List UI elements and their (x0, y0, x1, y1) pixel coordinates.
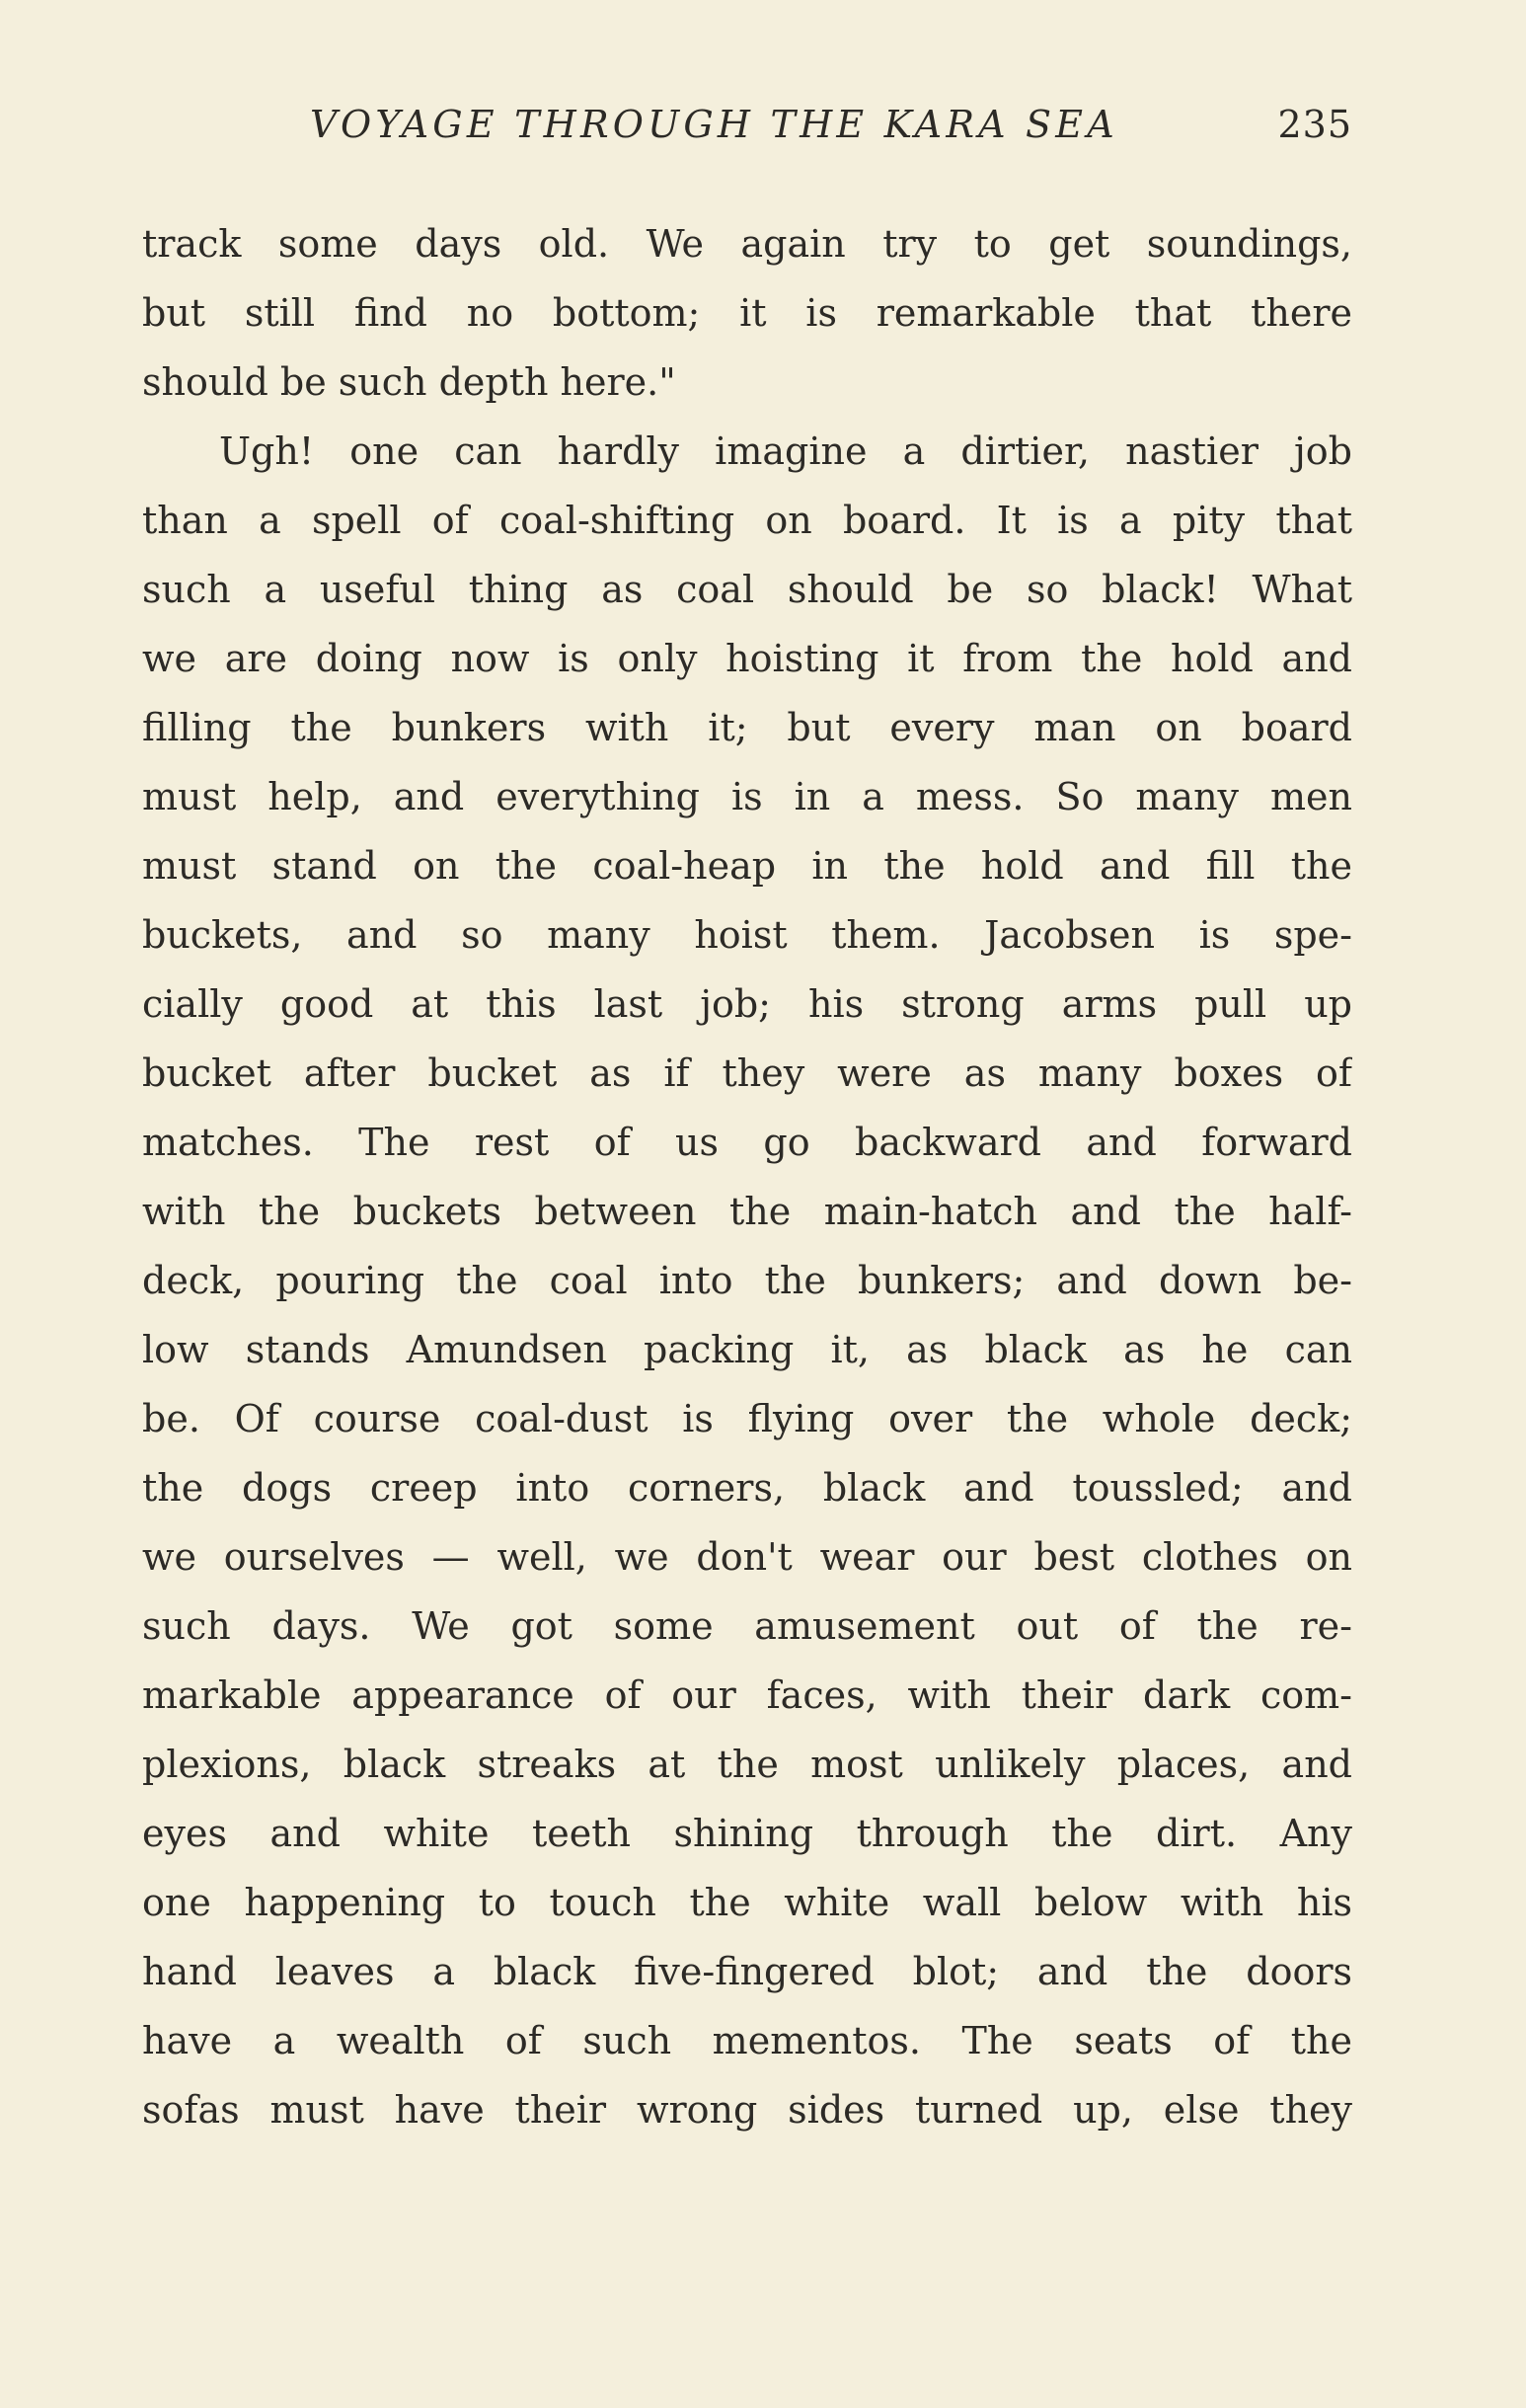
text-line: the dogs creep into corners, black and toussled; and (142, 1466, 1352, 1510)
text-line: markable appearance of our faces, with their dark com- (142, 1673, 1352, 1717)
text-line: buckets, and so many hoist them. Jacobsen is spe- (142, 913, 1352, 957)
text-line: than a spell of coal-shifting on board. It is a pity that (142, 499, 1352, 542)
text-line: be. Of course coal-dust is flying over the whole deck; (142, 1397, 1352, 1440)
text-line: cially good at this last job; his strong arms pull up (142, 982, 1352, 1026)
text-line: must stand on the coal-heap in the hold and fill the (142, 844, 1352, 888)
text-line: have a wealth of such mementos. The seats of the (142, 2019, 1352, 2062)
text-line: with the buckets between the main-hatch and the half- (142, 1190, 1352, 1233)
running-title: VOYAGE THROUGH THE KARA SEA (310, 103, 1118, 146)
text-line: one happening to touch the white wall below with his (142, 1881, 1352, 1924)
page-number: 235 (1277, 103, 1352, 146)
text-line: but still find no bottom; it is remarkable that there (142, 291, 1352, 335)
text-line: hand leaves a black five-fingered blot; and the doors (142, 1950, 1352, 1993)
text-line: sofas must have their wrong sides turned up, else they (142, 2088, 1352, 2132)
text-line: low stands Amundsen packing it, as black as he can (142, 1328, 1352, 1371)
text-line: filling the bunkers with it; but every man on board (142, 706, 1352, 749)
text-line: eyes and white teeth shining through the dirt. Any (142, 1812, 1352, 1855)
body-text (142, 209, 1352, 2144)
text-line: we are doing now is only hoisting it from the hold and (142, 637, 1352, 680)
text-line: matches. The rest of us go backward and forward (142, 1121, 1352, 1164)
text-line: such a useful thing as coal should be so black! What (142, 568, 1352, 611)
text-line: we ourselves — well, we don't wear our best clothes on (142, 1535, 1352, 1579)
text-line: should be such depth here." (142, 360, 676, 404)
text-line: plexions, black streaks at the most unlikely places, and (142, 1743, 1352, 1786)
text-line: must help, and everything is in a mess. So many men (142, 775, 1352, 818)
text-line: such days. We got some amusement out of the re- (142, 1604, 1352, 1648)
text-line: Ugh! one can hardly imagine a dirtier, nastier job (219, 429, 1352, 473)
text-line: track some days old. We again try to get soundings, (142, 222, 1352, 266)
running-head (142, 103, 1352, 162)
text-line: deck, pouring the coal into the bunkers; and down be- (142, 1259, 1352, 1302)
text-line: bucket after bucket as if they were as many boxes of (142, 1051, 1352, 1095)
